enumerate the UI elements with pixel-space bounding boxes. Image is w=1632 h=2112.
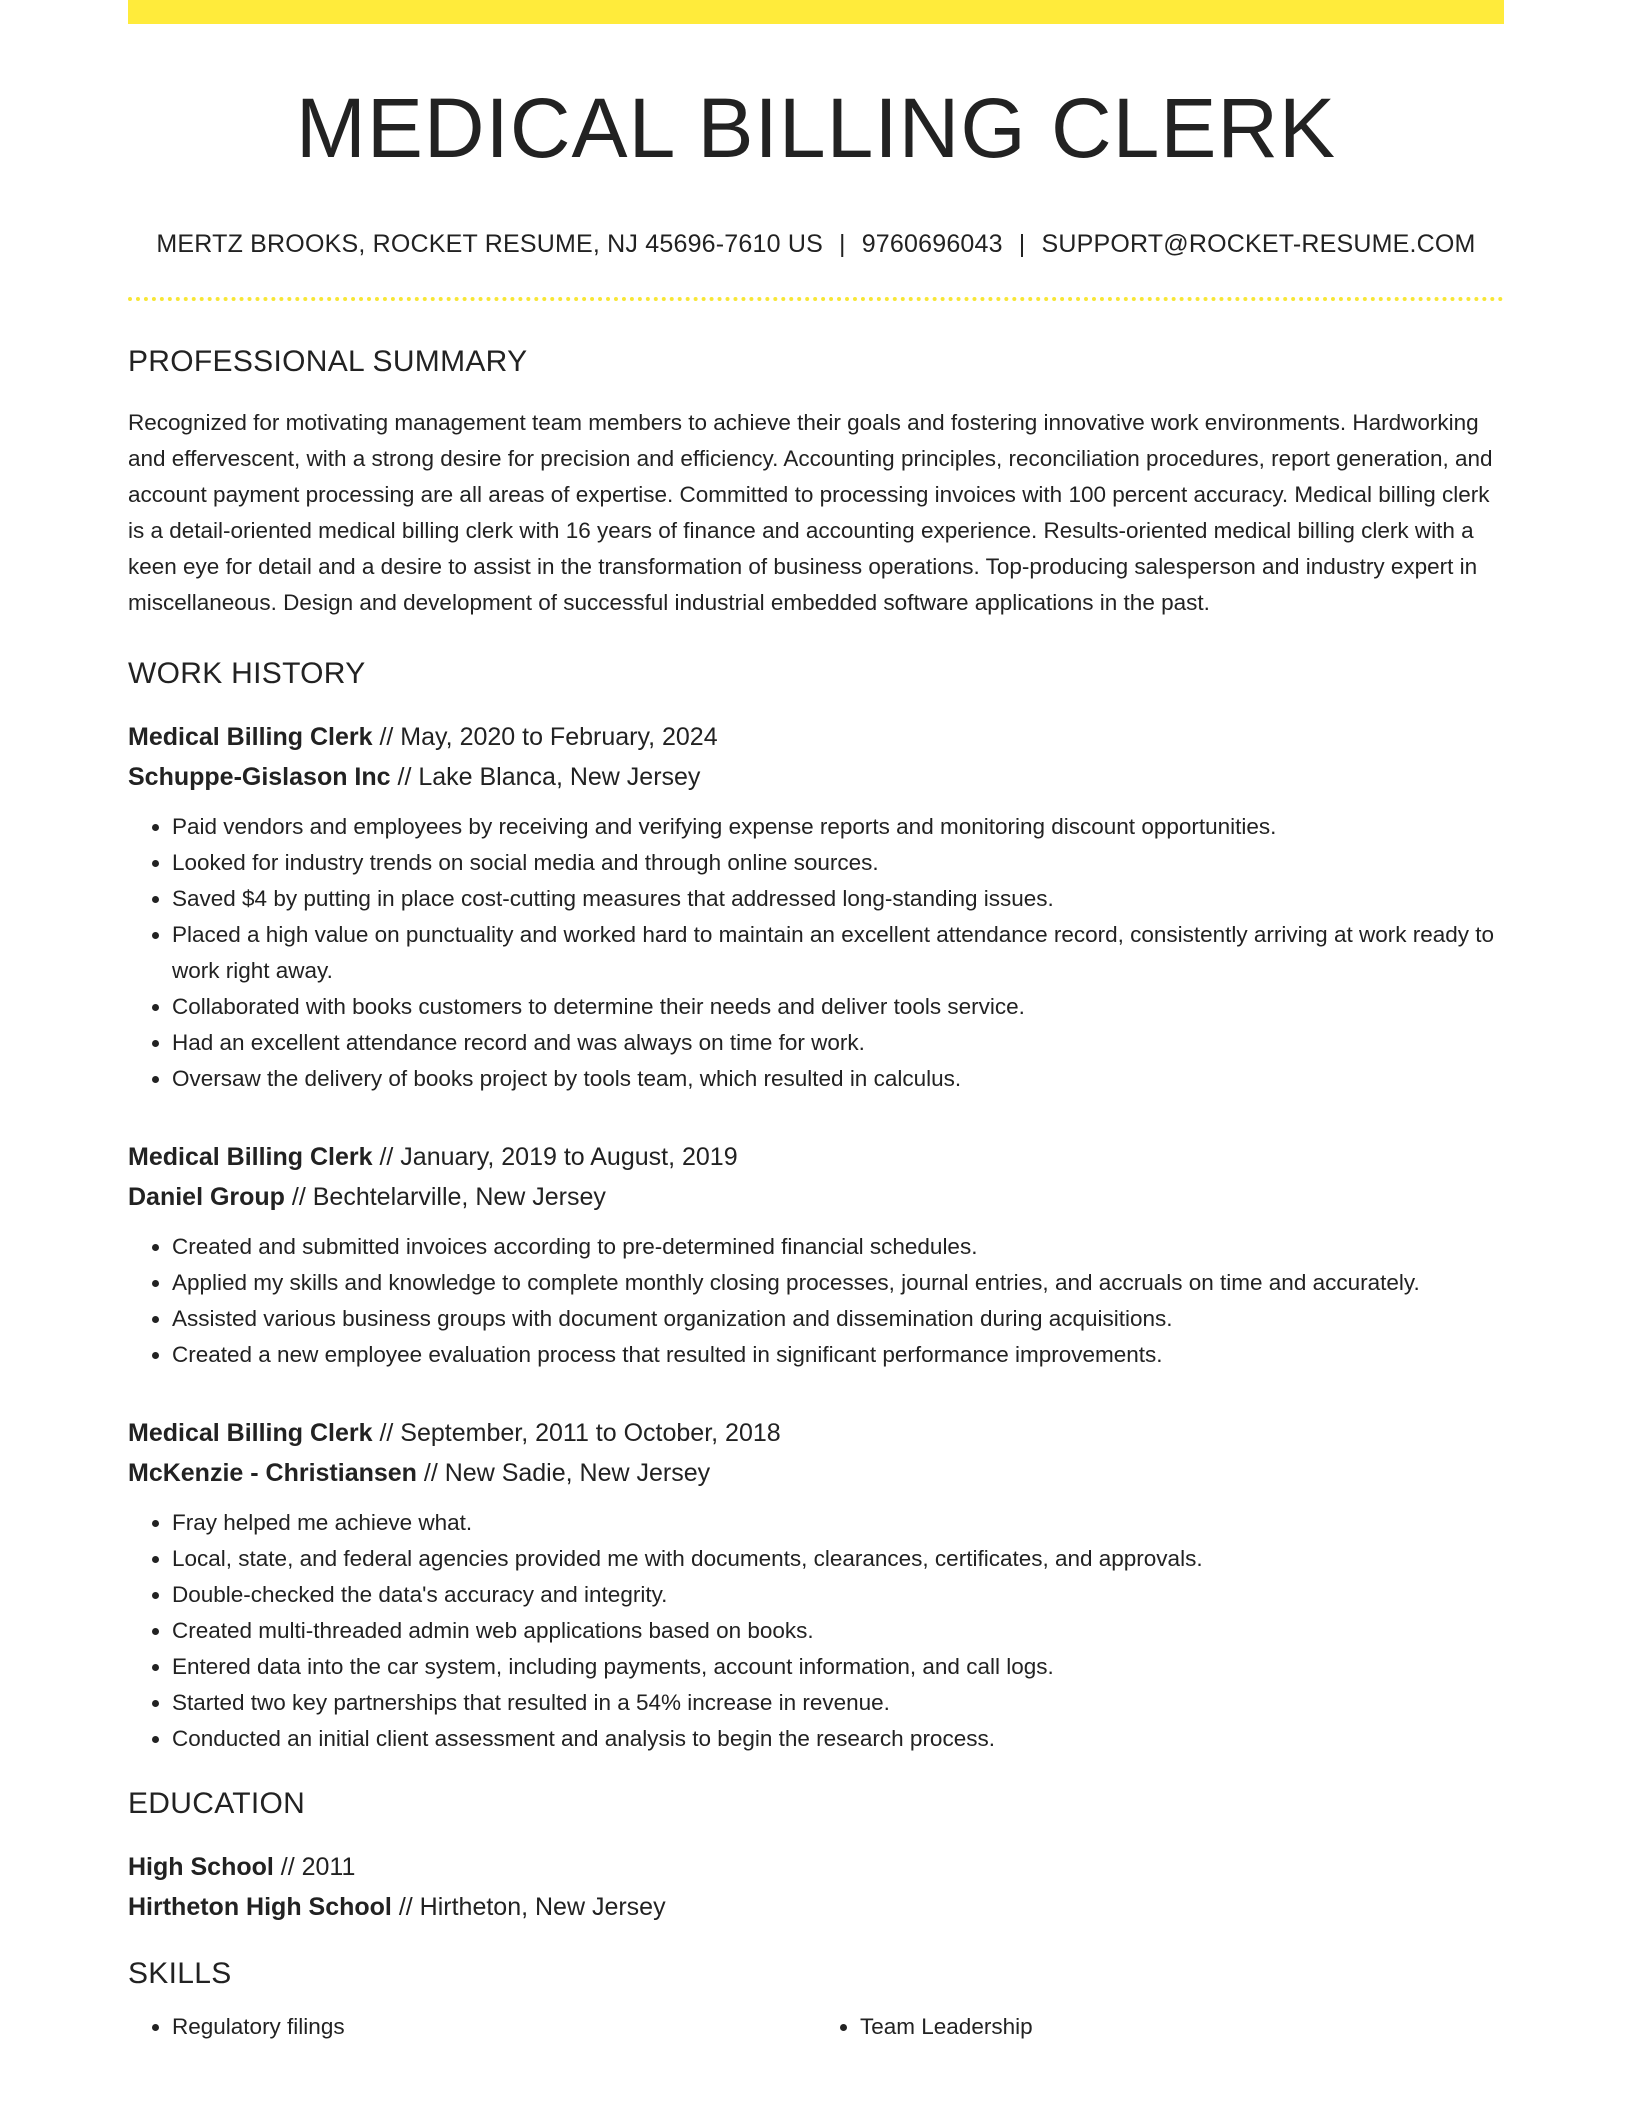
job-location: // Lake Blanca, New Jersey <box>390 762 701 791</box>
job-title: Medical Billing Clerk <box>128 1418 373 1447</box>
contact-separator: | <box>839 230 846 259</box>
work-history-heading: WORK HISTORY <box>128 656 366 690</box>
list-item: • Created a new employee evaluation process that resulted in significant performance improvements. <box>172 1337 1504 1373</box>
skill-item: • Team Leadership <box>860 2009 1504 2045</box>
job-dates: // September, 2011 to October, 2018 <box>372 1418 781 1447</box>
contact-address: MERTZ BROOKS, ROCKET RESUME, NJ 45696-7610 US <box>156 230 823 259</box>
list-item: • Had an excellent attendance record and was always on time for work. <box>172 1025 1504 1061</box>
education-school: Hirtheton High School <box>128 1892 392 1921</box>
list-item: • Entered data into the car system, including payments, account information, and call logs. <box>172 1649 1504 1685</box>
skills-grid <box>128 2009 1504 2045</box>
education-degree-line <box>128 1847 1504 1887</box>
skills-column-left <box>128 2009 816 2045</box>
job-company: Schuppe-Gislason Inc <box>128 762 391 791</box>
job-bullets <box>128 1229 1504 1373</box>
contact-line <box>128 228 1504 261</box>
resume-title: MEDICAL BILLING CLERK <box>295 81 1337 175</box>
skills-heading: SKILLS <box>128 1956 232 1990</box>
contact-separator: | <box>1018 230 1026 259</box>
list-item: • Oversaw the delivery of books project by tools team, which resulted in calculus. <box>172 1061 1504 1097</box>
list-item: • Fray helped me achieve what. <box>172 1505 1504 1541</box>
skill-item: • Regulatory filings <box>172 2009 816 2045</box>
list-item: • Started two key partnerships that resulted in a 54% increase in revenue. <box>172 1685 1504 1721</box>
summary-text: Recognized for motivating management team members to achieve their goals and fostering innovative work environments. Hardworking and effervescent, with a strong desire for precision and efficiency. Accounting principles, reconciliation procedures, report generation, and account payment processing are all areas of expertise. Committed to processing invoices with 100 percent accuracy. Medical billing clerk is a detail-oriented medical billing clerk with 16 years of finance and accounting experience. Results-oriented medical billing clerk with a keen eye for detail and a desire to assist in the transformation of business operations. Top-producing salesperson and industry expert in miscellaneous. Design and development of successful industrial embedded software applications in the past. <box>128 409 1493 615</box>
job-company: McKenzie - Christiansen <box>128 1458 417 1487</box>
job-title-line <box>128 1137 1504 1177</box>
resume-page <box>128 0 1504 2045</box>
header-divider <box>128 297 1504 301</box>
education-year: // 2011 <box>273 1852 356 1881</box>
skills-list-right <box>816 2009 1504 2045</box>
list-item: • Local, state, and federal agencies provided me with documents, clearances, certificates, and approvals. <box>172 1541 1504 1577</box>
list-item: • Created and submitted invoices according to pre-determined financial schedules. <box>172 1229 1504 1265</box>
contact-email: SUPPORT@ROCKET-RESUME.COM <box>1041 230 1476 259</box>
job-title: Medical Billing Clerk <box>128 1142 373 1171</box>
education-location: // Hirtheton, New Jersey <box>391 1892 666 1921</box>
list-item: • Assisted various business groups with document organization and dissemination during acquisitions. <box>172 1301 1504 1337</box>
list-item: • Double-checked the data's accuracy and integrity. <box>172 1577 1504 1613</box>
job-title-line <box>128 1413 1504 1453</box>
education-entry <box>128 1847 1504 1927</box>
list-item: • Created multi-threaded admin web applications based on books. <box>172 1613 1504 1649</box>
skills-list-left <box>128 2009 816 2045</box>
job-entry <box>128 717 1504 1097</box>
list-item: • Conducted an initial client assessment and analysis to begin the research process. <box>172 1721 1504 1757</box>
job-entry <box>128 1413 1504 1757</box>
job-bullets <box>128 809 1504 1097</box>
job-dates: // May, 2020 to February, 2024 <box>372 722 718 751</box>
job-dates: // January, 2019 to August, 2019 <box>372 1142 738 1171</box>
job-entry <box>128 1137 1504 1373</box>
summary-heading: PROFESSIONAL SUMMARY <box>128 344 528 378</box>
skills-column-right <box>816 2009 1504 2045</box>
job-title: Medical Billing Clerk <box>128 722 373 751</box>
job-location: // Bechtelarville, New Jersey <box>284 1182 606 1211</box>
job-company-line <box>128 1453 1504 1493</box>
list-item: • Paid vendors and employees by receiving and verifying expense reports and monitoring discount opportunities. <box>172 809 1504 845</box>
job-location: // New Sadie, New Jersey <box>416 1458 711 1487</box>
list-item: • Placed a high value on punctuality and worked hard to maintain an excellent attendance record, consistently arriving at work ready to work right away. <box>172 917 1504 989</box>
contact-phone: 9760696043 <box>861 230 1003 259</box>
job-title-line <box>128 717 1504 757</box>
accent-top-bar <box>128 0 1504 24</box>
education-heading: EDUCATION <box>128 1786 306 1820</box>
job-company-line <box>128 757 1504 797</box>
education-degree: High School <box>128 1852 274 1881</box>
job-bullets <box>128 1505 1504 1757</box>
job-company-line <box>128 1177 1504 1217</box>
list-item: • Applied my skills and knowledge to complete monthly closing processes, journal entries, and accruals on time and accurately. <box>172 1265 1504 1301</box>
education-school-line <box>128 1887 1504 1927</box>
list-item: • Collaborated with books customers to determine their needs and deliver tools service. <box>172 989 1504 1025</box>
list-item: • Looked for industry trends on social media and through online sources. <box>172 845 1504 881</box>
list-item: • Saved $4 by putting in place cost-cutting measures that addressed long-standing issues. <box>172 881 1504 917</box>
job-company: Daniel Group <box>128 1182 285 1211</box>
